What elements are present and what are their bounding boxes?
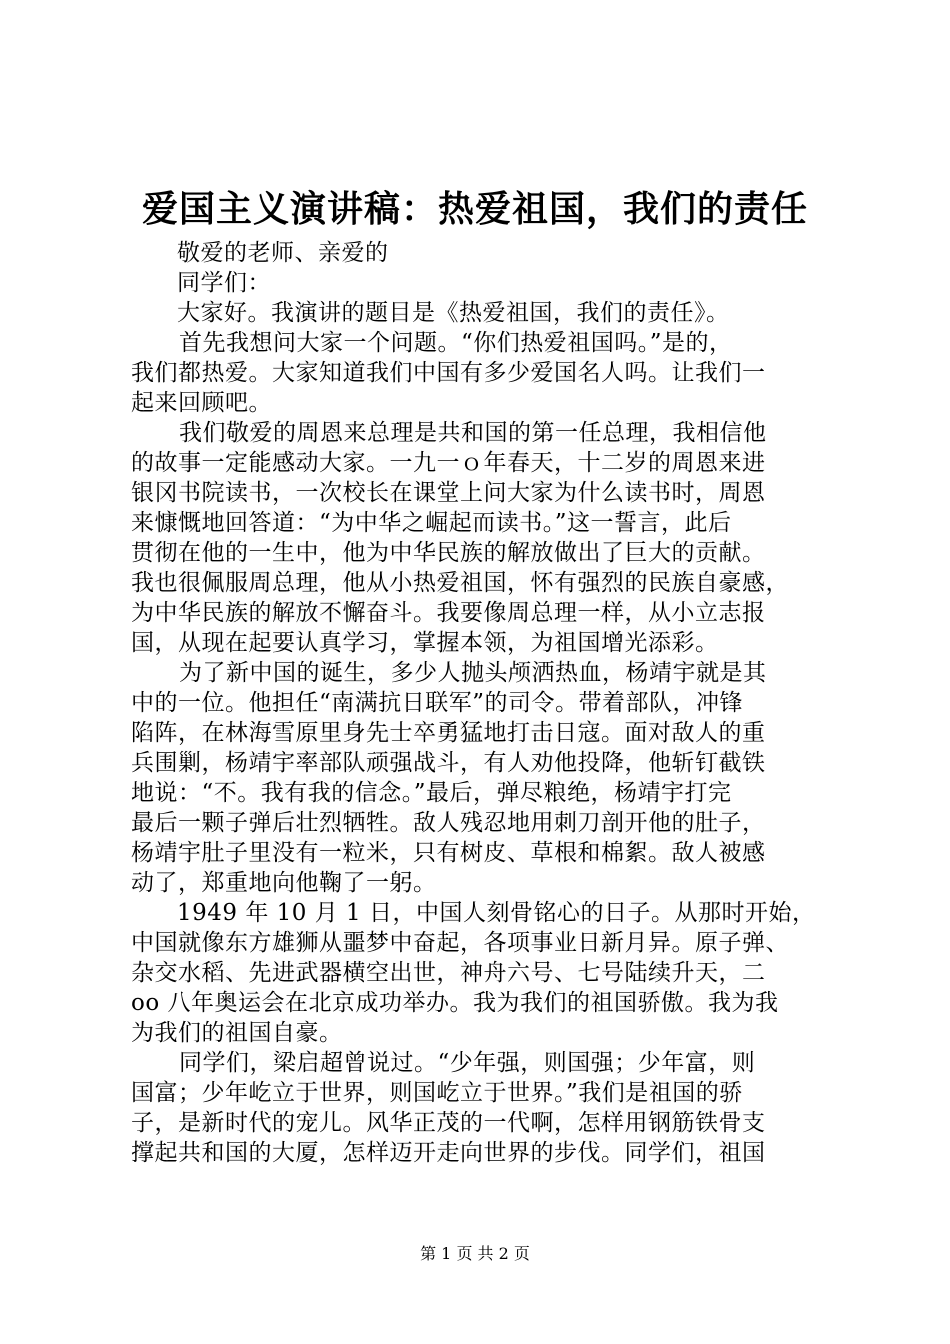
text-line: 动了，郑重地向他鞠了一躬。 [131,870,437,896]
page-footer: 第 1 页 共 2 页 [420,1244,530,1263]
text-line: 子，是新时代的宠儿。风华正茂的一代啊，怎样用钢筋铁骨支 [131,1110,766,1136]
text-line: 贯彻在他的一生中，他为中华民族的解放做出了巨大的贡献。 [131,540,766,566]
text-line: 国，从现在起要认真学习，掌握本领，为祖国增光添彩。 [131,630,719,656]
text-line: 中国就像东方雄狮从噩梦中奋起，各项事业日新月异。原子弹、 [131,930,789,956]
text-line: 杨靖宇肚子里没有一粒米，只有树皮、草根和棉絮。敌人被感 [131,840,766,866]
text-line: 国富；少年屹立于世界，则国屹立于世界。”我们是祖国的骄 [131,1080,743,1106]
text-line: 的故事一定能感动大家。一九一ｏ年春天，十二岁的周恩来进 [131,450,766,476]
text-line: 撑起共和国的大厦，怎样迈开走向世界的步伐。同学们，祖国 [131,1140,766,1166]
text-line: 为中华民族的解放不懈奋斗。我要像周总理一样，从小立志报 [131,600,766,626]
document-body [131,238,831,1168]
text-line: 陷阵，在林海雪原里身先士卒勇猛地打击日寇。面对敌人的重 [131,720,766,746]
text-line: 起来回顾吧。 [131,390,272,416]
text-line: 中的一位。他担任“南满抗日联军”的司令。带着部队，冲锋 [131,690,744,716]
text-line: 为了新中国的诞生，多少人抛头颅洒热血，杨靖宇就是其 [179,660,767,686]
text-line: 同学们： [177,270,271,296]
text-line: 我们都热爱。大家知道我们中国有多少爱国名人吗。让我们一 [131,360,766,386]
text-line: 大家好。我演讲的题目是《热爱祖国，我们的责任》。 [177,300,730,326]
text-line: 同学们，梁启超曾说过。“少年强，则国强；少年富，则 [179,1050,756,1076]
document-title: 爱国主义演讲稿：热爱祖国，我们的责任 [141,188,808,230]
text-line: 敬爱的老师、亲爱的 [177,240,389,266]
text-line: 地说：“不。我有我的信念。”最后，弹尽粮绝，杨靖宇打完 [131,780,732,806]
text-line: 1949 年 10 月 1 日，中国人刻骨铭心的日子。从那时开始， [177,900,816,926]
text-line: 来慷慨地回答道：“为中华之崛起而读书。”这一誓言，此后 [131,510,732,536]
text-line: 我也很佩服周总理，他从小热爱祖国，怀有强烈的民族自豪感， [131,570,789,596]
text-line: oo 八年奥运会在北京成功举办。我为我们的祖国骄傲。我为我 [131,990,779,1016]
text-line: 我们敬爱的周恩来总理是共和国的第一任总理，我相信他 [179,420,767,446]
text-line: 最后一颗子弹后壮烈牺牲。敌人残忍地用刺刀剖开他的肚子， [131,810,766,836]
text-line: 兵围剿，杨靖宇率部队顽强战斗，有人劝他投降，他斩钉截铁 [131,750,766,776]
text-line: 银冈书院读书，一次校长在课堂上问大家为什么读书时，周恩 [131,480,766,506]
text-line: 首先我想问大家一个问题。“你们热爱祖国吗。”是的， [179,330,733,356]
text-line: 杂交水稻、先进武器横空出世，神舟六号、七号陆续升天，二 [131,960,766,986]
text-line: 为我们的祖国自豪。 [131,1020,343,1046]
